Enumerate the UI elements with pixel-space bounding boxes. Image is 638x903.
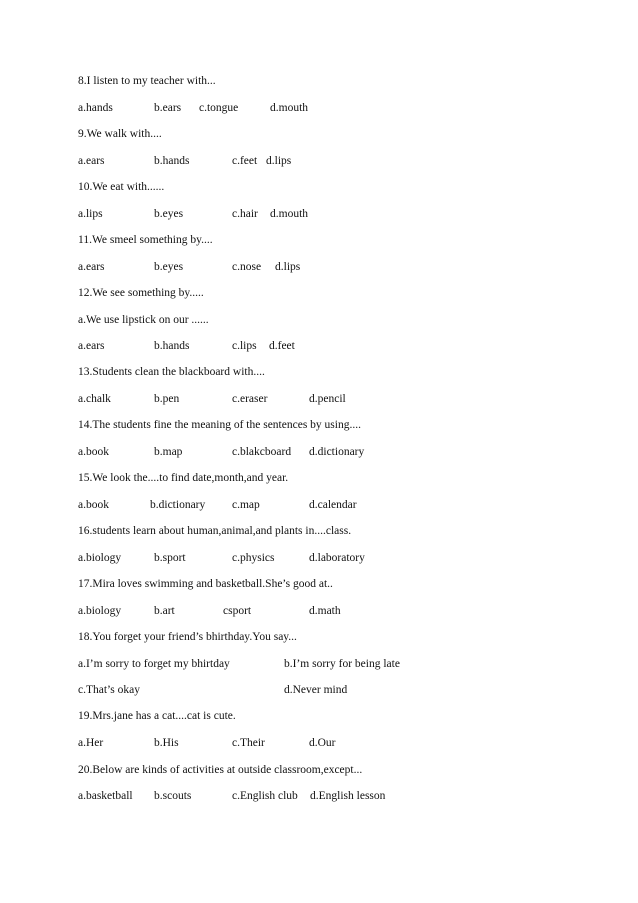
option-c: c.physics xyxy=(232,552,275,564)
option-d: d.lips xyxy=(275,261,301,273)
option-c: c.nose xyxy=(232,261,262,273)
option-a: a.ears xyxy=(78,261,105,273)
question-14: 14.The students fine the meaning of the sentences by using.... xyxy=(78,419,361,431)
question-13: 13.Students clean the blackboard with.... xyxy=(78,366,265,378)
option-a: a.I’m sorry to forget my bhirtday xyxy=(78,658,230,670)
option-b: b.dictionary xyxy=(150,499,206,511)
option-b: b.scouts xyxy=(154,790,192,802)
option-d: d.feet xyxy=(269,340,295,352)
option-b: b.map xyxy=(154,446,183,458)
option-a: a.chalk xyxy=(78,393,111,405)
option-a: a.Her xyxy=(78,737,104,749)
question-12a: a.We use lipstick on our ...... xyxy=(78,314,209,326)
question-8: 8.I listen to my teacher with... xyxy=(78,75,216,87)
option-c: c.map xyxy=(232,499,260,511)
option-d: d.pencil xyxy=(309,393,346,405)
option-b: b.pen xyxy=(154,393,180,405)
option-a: a.hands xyxy=(78,102,113,114)
option-a: a.book xyxy=(78,446,109,458)
option-c: csport xyxy=(223,605,252,617)
option-b: b.I’m sorry for being late xyxy=(284,658,400,670)
option-c: c.tongue xyxy=(199,102,239,114)
option-d: d.laboratory xyxy=(309,552,365,564)
option-b: b.eyes xyxy=(154,208,184,220)
option-d: d.lips xyxy=(266,155,292,167)
question-12: 12.We see something by..... xyxy=(78,287,204,299)
option-c: c.lips xyxy=(232,340,257,352)
option-b: b.hands xyxy=(154,155,190,167)
option-c: c.English club xyxy=(232,790,298,802)
question-9: 9.We walk with.... xyxy=(78,128,162,140)
option-a: a.biology xyxy=(78,605,122,617)
option-b: b.eyes xyxy=(154,261,184,273)
option-a: a.book xyxy=(78,499,109,511)
option-d: d.mouth xyxy=(270,102,309,114)
option-b: b.His xyxy=(154,737,179,749)
option-a: a.lips xyxy=(78,208,103,220)
question-19: 19.Mrs.jane has a cat....cat is cute. xyxy=(78,710,236,722)
question-16: 16.students learn about human,animal,and plants in....class. xyxy=(78,525,352,537)
option-d: d.calendar xyxy=(309,499,357,511)
question-20: 20.Below are kinds of activities at outside classroom,except... xyxy=(78,764,363,776)
option-b: b.ears xyxy=(154,102,182,114)
option-d: d.math xyxy=(309,605,341,617)
option-c: c.Their xyxy=(232,737,265,749)
option-d: d.mouth xyxy=(270,208,309,220)
question-17: 17.Mira loves swimming and basketball.She’s good at.. xyxy=(78,578,333,590)
option-b: b.sport xyxy=(154,552,186,564)
option-a: a.ears xyxy=(78,155,105,167)
option-d: d.English lesson xyxy=(310,790,386,802)
option-a: a.biology xyxy=(78,552,122,564)
option-a: a.ears xyxy=(78,340,105,352)
option-c: c.eraser xyxy=(232,393,268,405)
option-d: d.Our xyxy=(309,737,336,749)
question-10: 10.We eat with...... xyxy=(78,181,165,193)
question-15: 15.We look the....to find date,month,and year. xyxy=(78,472,289,484)
option-b: b.art xyxy=(154,605,175,617)
question-11: 11.We smeel something by.... xyxy=(78,234,213,246)
option-b: b.hands xyxy=(154,340,190,352)
option-d: d.Never mind xyxy=(284,684,348,696)
option-c: c.hair xyxy=(232,208,258,220)
option-c: c.That’s okay xyxy=(78,684,140,696)
question-18: 18.You forget your friend’s bhirthday.You say... xyxy=(78,631,297,643)
option-c: c.feet xyxy=(232,155,258,167)
option-c: c.blakcboard xyxy=(232,446,292,458)
option-a: a.basketball xyxy=(78,790,133,802)
option-d: d.dictionary xyxy=(309,446,365,458)
